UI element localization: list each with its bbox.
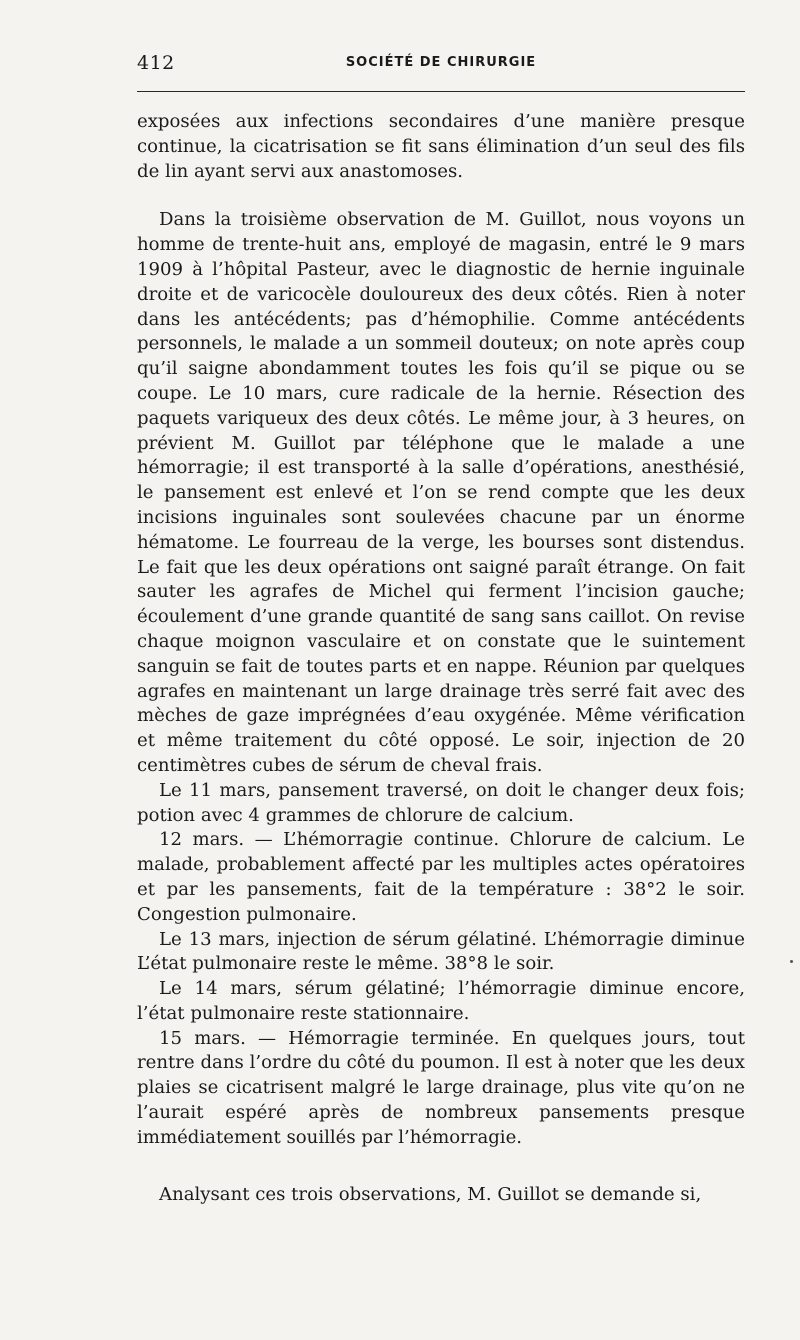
page-number: 412 (137, 52, 175, 74)
running-title: SOCIÉTÉ DE CHIRURGIE (345, 55, 537, 70)
paragraph-march-11: Le 11 mars, pansement traversé, on doit le changer deux fois; potion avec 4 grammes de chlorure de calcium. (137, 779, 745, 826)
paragraph-analysis: Analysant ces trois observations, M. Guillot se demande si, (159, 1183, 702, 1205)
margin-speck (790, 960, 793, 963)
paragraph-march-15: 15 mars. — Hémorragie terminée. En quelques jours, tout rentre dans l’ordre du côté du poumon. Il est à noter que les deux plaies se cicatrisent malgré le large drainage, plus vite qu’on ne l’aurait espéré après de nombreux pansements presque immédiatement souillés par l’hémorragie. (137, 1027, 745, 1148)
paragraph-march-13: Le 13 mars, injection de sérum gélatiné. L’hémorragie diminue L’état pulmonaire reste le même. 38°8 le soir. (137, 928, 745, 975)
paragraph-march-12: 12 mars. — L’hémorragie continue. Chlorure de calcium. Le malade, probablement affecté par les multiples actes opératoires et par les pansements, fait de la température : 38°2 le soir. Congestion pulmonaire. (137, 829, 745, 925)
paragraph-continuation: exposées aux infections secondaires d’une manière presque continue, la cicatrisation se fit sans élimination d’un seul des fils de lin ayant servi aux anastomoses. (137, 111, 745, 182)
paragraph-march-14: Le 14 mars, sérum gélatiné; l’hémorragie diminue encore, l’état pulmonaire reste stationnaire. (137, 978, 745, 1024)
page-header (137, 52, 745, 78)
header-rule (137, 91, 745, 92)
paragraph-third-observation: Dans la troisième observation de M. Guillot, nous voyons un homme de trente-huit ans, employé de magasin, entré le 9 mars 1909 à l’hôpital Pasteur, avec le diagnostic de hernie inguinale droite et de varicocèle douloureux des deux côtés. Rien à noter dans les antécédents; pas d’hémophilie. Comme antécédents personnels, le malade a un sommeil douteux; on note après coup qu’il saigne abondamment toutes les fois qu’il se pique ou se coupe. Le 10 mars, cure radicale de la hernie. Résection des paquets variqueux des deux côtés. Le même jour, à 3 heures, on prévient M. Guillot par téléphone que le malade a une hémorragie; il est transporté à la salle d’opérations, anesthésié, le pansement est enlevé et l’on se rend compte que les deux incisions inguinales sont soulevées chacune par un énorme hématome. Le fourreau de la verge, les bourses sont distendus. Le fait que les deux opérations ont saigné paraît étrange. On fait sauter les agrafes de Michel qui ferment l’incision gauche; écoulement d’une grande quantité de sang sans caillot. On revise chaque moignon vasculaire et on constate que le suintement sanguin se fait de toutes parts et en nappe. Réunion par quelques agrafes en maintenant un large drainage très serré fait avec des mèches de gaze imprégnées d’eau oxygénée. Même vérification et même traitement du côté opposé. Le soir, injection de 20 centimètres cubes de sérum de cheval frais. (137, 209, 745, 776)
body-text (137, 110, 745, 1207)
